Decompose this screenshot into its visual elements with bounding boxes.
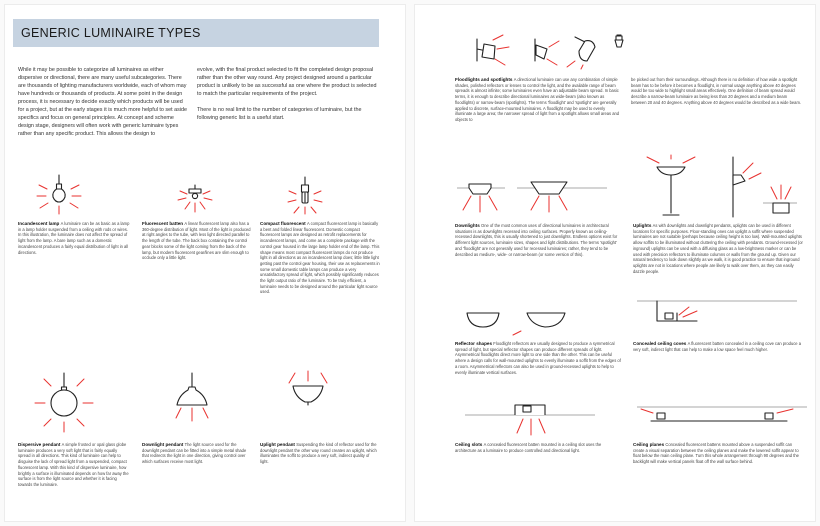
entry-text: Suspending the kind of reflector used for the downlight pendant the other way round creates an uplight, which illuminates the soffit to produce a very soft, indirect quality of light.: [260, 442, 377, 465]
entry-title: Reflector shapes: [455, 341, 494, 346]
entry-title: Fluorescent batten: [142, 221, 185, 226]
entry-floodlights-spotlights: [455, 77, 623, 123]
entry-title: Dispersive pendant: [18, 442, 62, 447]
entry-text: The light source used for the downlight pendant can be fitted into a simple metal shade that redirects the light in one direction, giving control over which surfaces receive most light.: [142, 442, 247, 465]
entry-compact-fluorescent: [260, 221, 380, 295]
ceiling-cove-illustration: [637, 295, 797, 339]
entry-title: Uplight pendant: [260, 442, 297, 447]
incandescent-lamp-illustration: [35, 175, 83, 215]
entry-text: A directional luminaire can use any combination of simple shades, polished reflectors or lenses to control the light, and the available range of beam spreads is almost infinite; some luminaires even have an adjustable beam spread. In basic terms, it is enough to describe directional luminaires as wide-beam (also known as floodlights) or narrow-beam (spotlights). The terms 'floodlight' and 'spotlight' are generally applied to discrete, surface-mounted luminaires. A floodlight may be used to evenly illuminate a large area; the narrower spread of light from a spotlight allows small areas and objects to: [455, 77, 620, 122]
entry-text: Floodlight reflectors are usually designed to produce a symmetrical spread of light, but special reflector shapes can produce different spreads of light. Asymmetrical floodlights direct more light to one side than the other. This can be useful where a design calls for wall-mounted uplights to evenly illuminate a soffit from the edges of a room. Asymmetrical reflectors can also be used in ground-recessed uplights to help to evenly illuminate vertical surfaces.: [455, 341, 621, 375]
entry-text: As with downlights and downlight pendants, uplights can be used in different locations for specific purposes. Floor-standing ones can uplight a soffit where suspended luminaires are not suitable (perhaps because ceiling height is too low). Wall-mounted uplights allow soffits to be illuminated without cluttering the ceiling with pendants. Ground-recessed (or inground) uplights can be used with a diffusing glass as a low-brightness marker or can be used with precision reflectors to illuminate columns or walls from the ground up. Given our natural tendency to look down slightly as we walk, it is good practice to ensure that inground uplights are not in locations where people are likely to walk over them, as they can easily dazzle people.: [633, 223, 803, 274]
intro-column-1: [18, 66, 188, 138]
entry-text: A compact fluorescent lamp is basically a bent and folded linear fluorescent. Domestic compact fluorescent lamps are designed as retrofit replacements for incandescent lamps, and come as a complete package with the control gear housed in the large lamp holder end of the lamp. This shape means most compact fluorescent lamps do not produce light in all directions as an incandescent lamp does; little little light getting past the control gear housing, their use as replacements in some small domestic table lamps can produce a very unsatisfactory spread of light, which possibly significantly reduces the light output ratio of the luminaire. To be truly efficient, a luminaire needs to be designed around the particular light source used.: [260, 221, 380, 295]
ceiling-slot-illustration: [465, 401, 595, 441]
left-page: [4, 4, 406, 522]
entry-uplight-pendant: [260, 442, 378, 465]
entry-text: A concealed fluorescent batten mounted in a ceiling slot uses the architecture as a luminaire to produce controlled and directional light.: [455, 442, 602, 453]
title-bar: [13, 19, 379, 47]
entry-title: Ceiling slots: [455, 442, 484, 447]
downlights-illustration: [457, 180, 607, 214]
entry-title: Floodlights and spotlights: [455, 77, 514, 82]
entry-title: Ceiling planes: [633, 442, 666, 447]
entry-ceiling-planes: [633, 442, 803, 465]
intro-paragraph: There is no real limit to the number of categories of luminaire, but the following generic list is a useful start.: [197, 107, 362, 121]
intro-column-2: [197, 66, 377, 122]
entry-incandescent-lamp: [18, 221, 130, 255]
entry-reflector-shapes: [455, 341, 623, 375]
entry-text: A luminaire can be as basic as a lamp in a lamp holder suspended from a ceiling with rods or wires. In this illustration, the luminaire does not affect the spread of light from the lamp. A bare lamp such as a domestic incandescent produces a fairly equal distribution of light in all directions.: [18, 221, 130, 255]
intro-paragraph: While it may be possible to categorize all luminaires as either dispersive or directional, there are many useful subcategories. There are thousands of lighting manufacturers worldwide, each of whom may have hundreds or thousands of products. At some point in the design process, it is necessary to decide exactly which products will be used for a project, but at the early stages it is much more helpful to set aside specifics and focus on general principles. At concept and scheme design stage, designers will often work with generic luminaire types rather than any specific product. This allows the design to: [18, 67, 187, 137]
page-title: GENERIC LUMINAIRE TYPES: [21, 26, 201, 40]
entry-text: A simple frosted or opal glass globe luminaire produces a very soft light that is fairly equally spread in all directions. This kind of luminaire can help to disguise the lack of spread light from a suspended, compact fluorescent lamp. With this kind of dispersive luminaire, how brightly a surface is illuminated depends on how far away the surface is from the light source and whether it is facing towards the luminaire.: [18, 442, 129, 487]
uplights-illustration: [637, 155, 797, 219]
entry-text: A fluorescent batten concealed in a ceiling cove can produce a very soft, indirect light that can help to make a low space feel much higher.: [633, 341, 801, 352]
fluorescent-batten-illustration: [175, 185, 215, 213]
entry-text: One of the most common uses of directional luminaires in architectural situations is as downlights recessed into ceiling surfaces. Properly known as ceiling-recessed downlights, this is usually shortened to just downlights. Endless options exist for different light sources, luminaire sizes, shapes and light distributions. The terms 'spotlight' and 'floodlight' are not generally used for recessed luminaires; rather, they tend to be described as medium-, wide- or narrow-beam (or some version of this).: [455, 223, 618, 257]
entry-floodlights-spotlights-continued: [631, 77, 801, 106]
entry-downlights: [455, 223, 623, 257]
entry-title: Compact fluorescent: [260, 221, 307, 226]
entry-ceiling-coves: [633, 341, 803, 352]
entry-title: Downlights: [455, 223, 482, 228]
intro-paragraph: evolve, with the final product selected to fit the completed design proposal rather than the other way round. Any project designed around a particular product is unlikely to be as successful as one where the product is selected to match the particular requirements of the project.: [197, 67, 377, 97]
ceiling-plane-illustration: [637, 403, 807, 439]
entry-title: Concealed ceiling coves: [633, 341, 688, 346]
entry-title: Uplights: [633, 223, 653, 228]
entry-uplights: [633, 223, 803, 274]
entry-text: Concealed fluorescent battens mounted above a suspended soffit can create a visual separation between the ceiling planes and make the lowered soffit appear to float below the main ceiling plane. Turn this whole arrangement through 90 degrees and the backlight will make vertical panels float off the wall surface behind.: [633, 442, 799, 465]
uplight-pendant-illustration: [285, 369, 331, 421]
reflector-shapes-illustration: [465, 305, 575, 339]
floodlights-spotlights-illustration: [475, 33, 625, 69]
entry-fluorescent-batten: [142, 221, 255, 261]
entry-text: A linear fluorescent lamp also has a 360-degree distribution of light. Most of the light is produced at right angles to the tube, with less light directed parallel to the length of the tube. The back box containing the control gear blocks some of the light coming from the back of the lamp, but modern fluorescent gear/lines are slim enough to occlude only a little light.: [142, 221, 251, 261]
entry-dispersive-pendant: [18, 442, 130, 488]
right-page: [414, 4, 816, 522]
entry-downlight-pendant: [142, 442, 254, 465]
dispersive-pendant-illustration: [33, 373, 95, 433]
compact-fluorescent-illustration: [287, 177, 323, 215]
entry-text: be picked out from their surroundings. Although there is no definition of how wide a spotlight beam has to be before it becomes a floodlight, in normal usage anything above 40 degrees would be too wide to highlight small areas effectively. One definition of beam spread would describe a narrow-beam luminaire as being less than 20 degrees and a medium beam between 20 and 40 degrees. Anything above 40 degrees would be described as a wide beam.: [631, 77, 802, 105]
entry-title: Downlight pendant: [142, 442, 185, 447]
downlight-pendant-illustration: [171, 373, 213, 423]
entry-title: Incandescent lamp: [18, 221, 61, 226]
entry-ceiling-slots: [455, 442, 623, 453]
